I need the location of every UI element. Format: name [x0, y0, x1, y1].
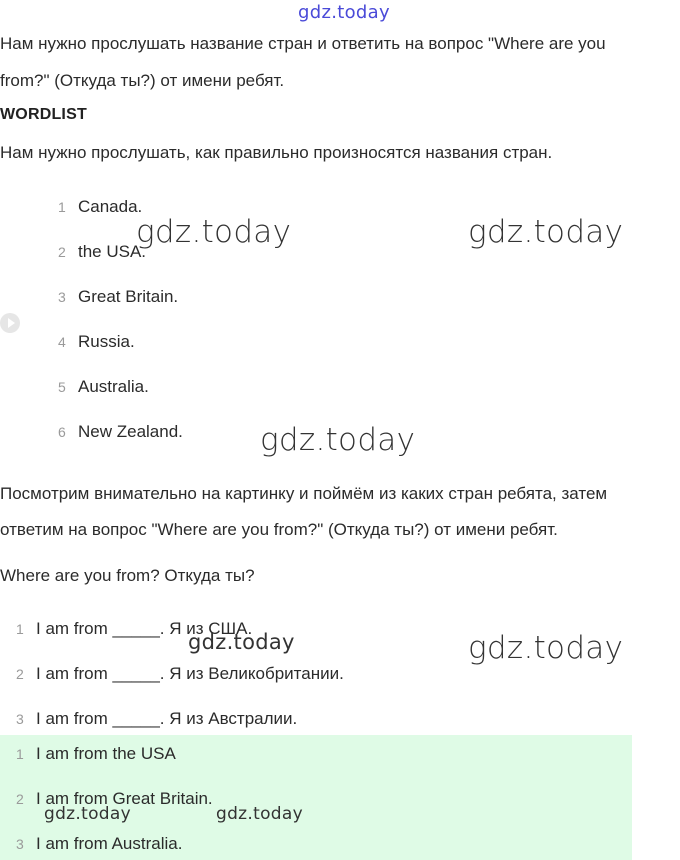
watermark: gdz.today: [468, 630, 624, 666]
item-number: 1: [16, 746, 24, 762]
item-number: 1: [58, 199, 66, 215]
item-number: 5: [58, 379, 66, 395]
item-number: 6: [58, 424, 66, 440]
item-number: 3: [16, 711, 24, 727]
site-watermark[interactable]: gdz.today: [298, 2, 390, 23]
item-text: Russia.: [78, 332, 135, 351]
item-text: I am from _____. Я из США.: [36, 619, 253, 638]
item-number: 2: [58, 244, 66, 260]
wordlist-heading: WORDLIST: [0, 106, 87, 123]
item-number: 4: [58, 334, 66, 350]
watermark: gdz.today: [44, 804, 131, 824]
item-number: 3: [58, 289, 66, 305]
item-text: Great Britain.: [78, 287, 179, 306]
task-line-2: ответим на вопрос "Where are you from?" (Откуда ты?) от имени ребят.: [0, 520, 558, 539]
item-text: New Zealand.: [78, 422, 183, 441]
item-text: I am from Australia.: [36, 834, 183, 853]
item-text: I am from the USA: [36, 744, 176, 763]
watermark: gdz.today: [136, 214, 292, 250]
intro-line-2: from?" (Откуда ты?) от имени ребят.: [0, 71, 285, 90]
watermark: gdz.today: [188, 630, 295, 654]
wordlist-description: Нам нужно прослушать, как правильно произносятся названия стран.: [0, 143, 553, 162]
item-number: 2: [16, 666, 24, 682]
watermark: gdz.today: [468, 214, 624, 250]
intro-line-1: Нам нужно прослушать название стран и ответить на вопрос "Where are you: [0, 34, 606, 53]
item-text: I am from Great Britain.: [36, 789, 213, 808]
item-text: the USA.: [78, 242, 147, 261]
play-audio-icon[interactable]: [0, 313, 20, 333]
watermark: gdz.today: [216, 804, 303, 824]
item-number: 2: [16, 791, 24, 807]
task-question: Where are you from? Откуда ты?: [0, 566, 255, 585]
item-text: Canada.: [78, 197, 143, 216]
item-text: I am from _____. Я из Великобритании.: [36, 664, 344, 683]
item-text: I am from _____. Я из Австралии.: [36, 709, 298, 728]
item-text: Australia.: [78, 377, 149, 396]
task-line-1: Посмотрим внимательно на картинку и поймём из каких стран ребята, затем: [0, 484, 608, 503]
item-number: 3: [16, 836, 24, 852]
item-number: 1: [16, 621, 24, 637]
watermark: gdz.today: [260, 422, 416, 458]
